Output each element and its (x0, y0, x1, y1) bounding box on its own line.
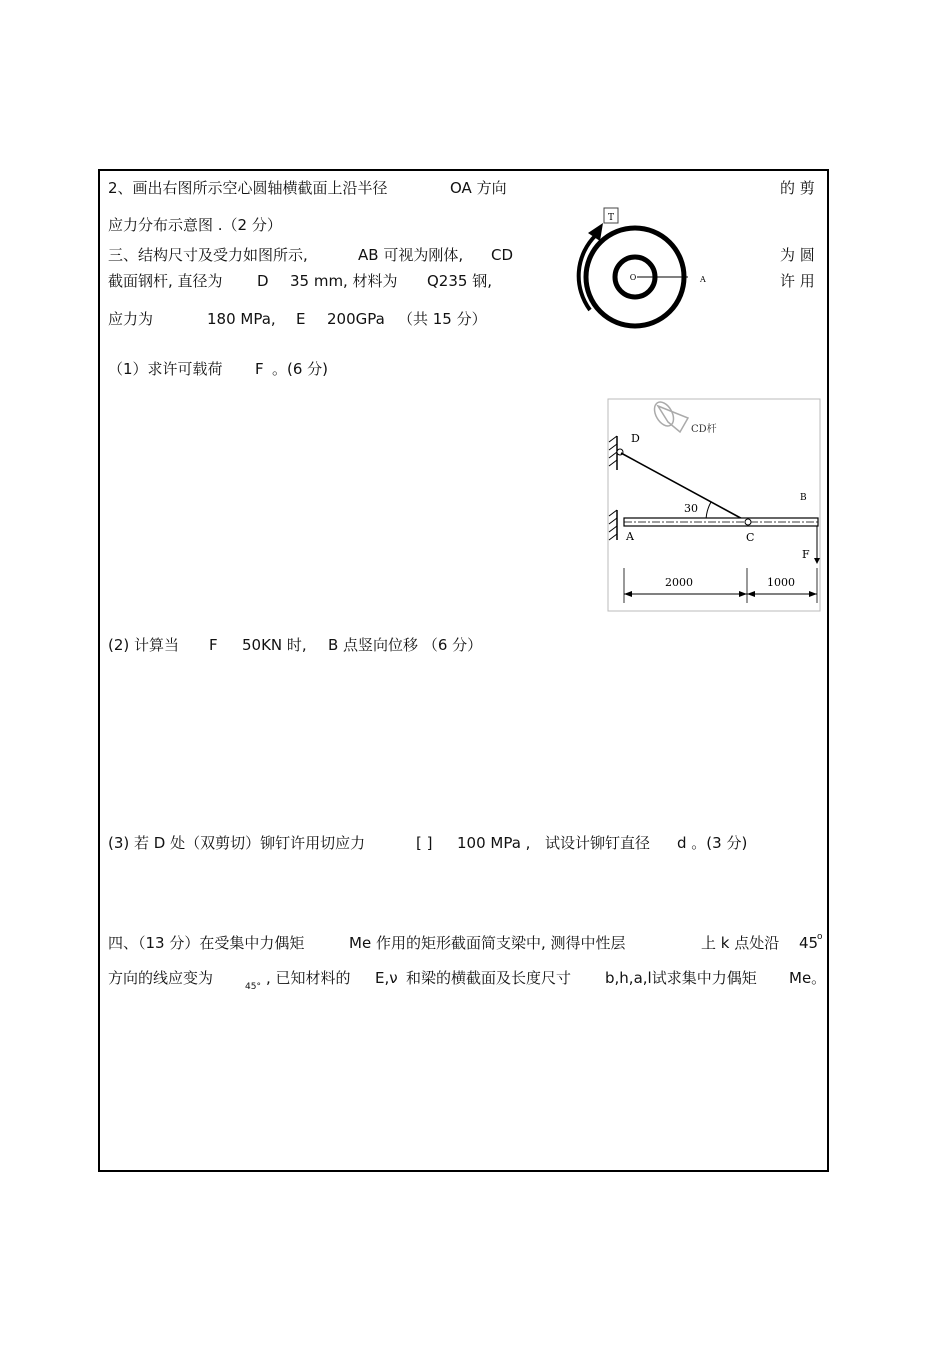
q2-line1-right: 的 剪 (780, 179, 815, 197)
q3-line3-val2: 200GPa (327, 310, 385, 328)
q3-part2-val: 50KN 时, (242, 636, 307, 654)
q3-line3-val1: 180 MPa, (207, 310, 276, 328)
c-label: C (746, 531, 755, 544)
q3-line3-score: （共 15 分） (398, 310, 487, 328)
q3-part2-a: (2) 计算当 (108, 636, 180, 654)
q3-line2-d: D (257, 272, 269, 290)
q3-line1-right: 为 圆 (780, 246, 815, 264)
q3-line1-left: 三、结构尺寸及受力如图所示, (108, 246, 308, 264)
q3-part1-f: F (255, 360, 264, 378)
shaft-section-figure (570, 205, 720, 335)
hinge-c (745, 519, 751, 525)
q4-line1-deg: o (817, 932, 823, 942)
q3-part3-val: 100 MPa , (457, 834, 531, 852)
q3-line3-left: 应力为 (108, 310, 154, 328)
q2-line2: 应力分布示意图 .（2 分） (108, 216, 282, 234)
q4-line1-b: 上 k 点处沿 (701, 934, 780, 952)
q4-line1-a: 四、（13 分）在受集中力偶矩 (108, 934, 305, 952)
q3-part1: （1）求许可载荷 (108, 360, 223, 378)
q4-line2-b: , 已知材料的 (266, 969, 351, 987)
q4-line2-sub: 45° (245, 982, 261, 992)
center-o-label: O (629, 273, 637, 282)
torque-label: T (607, 213, 615, 223)
b-label: B (800, 493, 807, 503)
q4-line1-me: Me 作用的矩形截面简支梁中, 测得中性层 (349, 934, 626, 952)
d-label: D (631, 432, 640, 445)
q3-line2-right: 许 用 (780, 272, 815, 290)
q3-line2-mat: , 材料为 (343, 272, 398, 290)
q3-line2-left: 截面钢杆, 直径为 (108, 272, 223, 290)
a-label: A (626, 530, 634, 543)
angle-label: 30 (684, 502, 698, 515)
q3-part3-sym: [ ] (416, 834, 433, 852)
q4-line2-a: 方向的线应变为 (108, 969, 214, 987)
q3-line3-e: E (296, 310, 306, 328)
rod-label: CD杆 (691, 424, 717, 435)
dim-1-label: 2000 (665, 576, 693, 589)
q4-line1-45: 45 (799, 934, 819, 952)
q4-line2-c: 和梁的横截面及长度尺寸 (406, 969, 572, 987)
point-a-label: A (700, 275, 706, 284)
q3-part2-b: B 点竖向位移 （6 分） (328, 636, 483, 654)
q3-part1-score: 。(6 分) (272, 360, 329, 378)
q3-part3-b: 试设计铆钉直径 (545, 834, 651, 852)
structure-figure (606, 398, 824, 614)
q3-part3-d: d 。(3 分) (677, 834, 748, 852)
f-label: F (802, 548, 810, 561)
q4-line2-me: Me。 (789, 969, 827, 987)
q3-line2-val: 35 mm (290, 272, 344, 290)
q4-line2-ev: E,ν (375, 969, 398, 987)
q2-line1-oa: OA 方向 (450, 179, 507, 197)
q3-line1-cd: CD (491, 246, 514, 264)
q3-part3-a: (3) 若 D 处（双剪切）铆钉许用切应力 (108, 834, 366, 852)
q3-line1-mid: AB 可视为刚体, (358, 246, 464, 264)
q3-part2-f: F (209, 636, 218, 654)
dim-2-label: 1000 (767, 576, 795, 589)
q2-line1-left: 2、画出右图所示空心圆轴横截面上沿半径 (108, 179, 388, 197)
q4-line2-vars: b,h,a,l试求集中力偶矩 (605, 969, 757, 987)
q3-line2-q: Q235 钢, (427, 272, 492, 290)
